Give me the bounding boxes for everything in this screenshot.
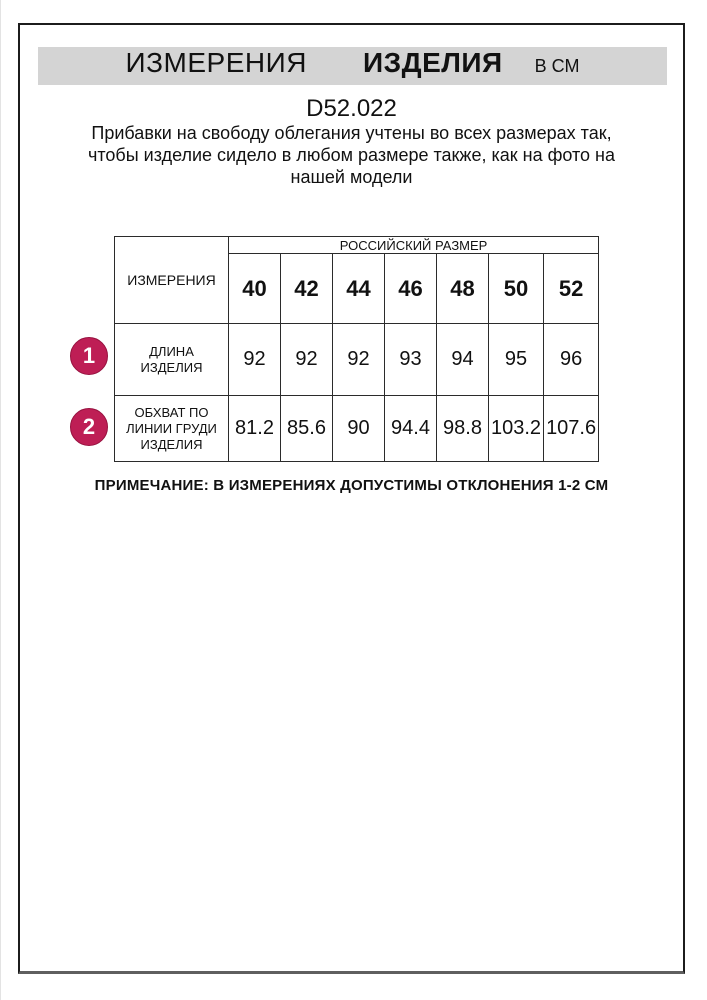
- value-cell: 96: [544, 324, 599, 396]
- intro-line: Прибавки на свободу облегания учтены во всех размерах так,: [91, 123, 612, 143]
- size-group-header: РОССИЙСКИЙ РАЗМЕР: [229, 237, 599, 254]
- row-label-length: ДЛИНА ИЗДЕЛИЯ: [115, 324, 229, 396]
- title-unit-cm: В СМ: [534, 56, 580, 76]
- value-cell: 94.4: [385, 396, 437, 462]
- document-page-border: [18, 23, 685, 974]
- table-row-length: [115, 324, 599, 396]
- value-cell: 94: [437, 324, 489, 396]
- size-header: 42: [281, 254, 333, 324]
- value-cell: 92: [333, 324, 385, 396]
- value-cell: 95: [489, 324, 544, 396]
- size-header: 44: [333, 254, 385, 324]
- title-bar: [38, 47, 667, 85]
- size-header: 52: [544, 254, 599, 324]
- value-cell: 98.8: [437, 396, 489, 462]
- table-row-chest: [115, 396, 599, 462]
- note-text: ПРИМЕЧАНИЕ: В ИЗМЕРЕНИЯХ ДОПУСТИМЫ ОТКЛОНЕНИЯ 1-2 СМ: [94, 477, 609, 494]
- size-header: 46: [385, 254, 437, 324]
- value-cell: 92: [229, 324, 281, 396]
- value-cell: 90: [333, 396, 385, 462]
- title-product: ИЗДЕЛИЯ: [362, 47, 503, 78]
- intro-paragraph: [20, 122, 683, 188]
- row-marker-1: 1: [70, 337, 108, 375]
- value-cell: 93: [385, 324, 437, 396]
- value-cell: 92: [281, 324, 333, 396]
- row-label-chest: ОБХВАТ ПО ЛИНИИ ГРУДИ ИЗДЕЛИЯ: [115, 396, 229, 462]
- value-cell: 81.2: [229, 396, 281, 462]
- size-header: 40: [229, 254, 281, 324]
- intro-line: нашей модели: [290, 167, 413, 187]
- article-code: D52.022: [306, 95, 397, 122]
- size-header: 48: [437, 254, 489, 324]
- size-header: 50: [489, 254, 544, 324]
- value-cell: 85.6: [281, 396, 333, 462]
- corner-cell: ИЗМЕРЕНИЯ: [115, 237, 229, 324]
- intro-line: чтобы изделие сидело в любом размере также, как на фото на: [87, 145, 616, 165]
- value-cell: 107.6: [544, 396, 599, 462]
- size-table: [114, 236, 599, 462]
- title-measurements: ИЗМЕРЕНИЯ: [125, 47, 307, 78]
- row-marker-2: 2: [70, 408, 108, 446]
- table-group-header-row: [115, 237, 599, 254]
- value-cell: 103.2: [489, 396, 544, 462]
